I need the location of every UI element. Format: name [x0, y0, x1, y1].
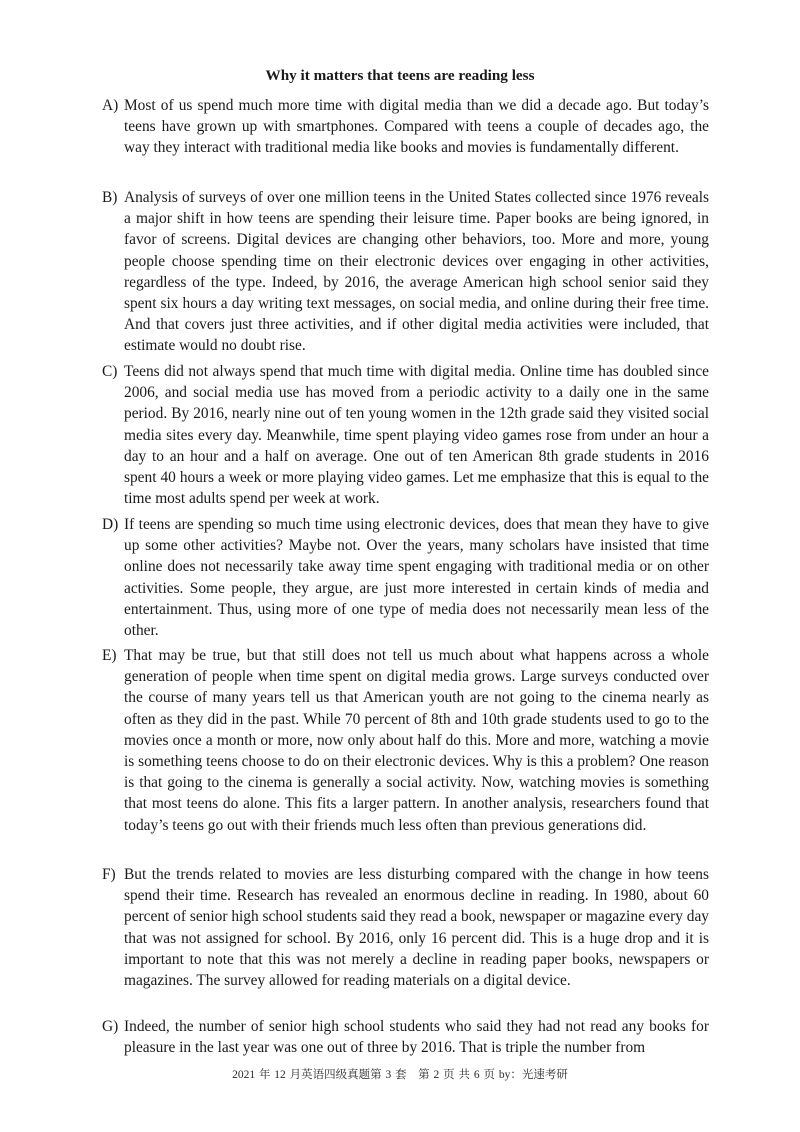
paragraph-b — [102, 187, 709, 357]
page-footer: 2021 年 12 月英语四级真题第 3 套 第 2 页 共 6 页 by：光速考研 — [232, 1069, 568, 1081]
paragraph-a — [102, 95, 709, 159]
paragraph-g — [102, 1016, 709, 1058]
paragraph-label: F) — [102, 866, 116, 883]
paragraph-f — [102, 864, 709, 991]
paragraph-label: D) — [102, 516, 119, 533]
paragraph-text: Indeed, the number of senior high school students who said they had not read any books for pleasure in the last year was one out of three by 2016. That is triple the number from — [124, 1018, 709, 1057]
paragraph-label: A) — [102, 97, 119, 114]
document-title: Why it matters that teens are reading less — [265, 67, 535, 84]
paragraph-label: G) — [102, 1018, 119, 1035]
paragraph-label: B) — [102, 189, 118, 206]
paragraph-label: C) — [102, 363, 118, 380]
paragraph-text: Most of us spend much more time with digital media than we did a decade ago. But today’s teens have grown up with smartphones. Compared with teens a couple of decades ago, the way they interact with traditional media like books and movies is fundamentally different. — [124, 97, 709, 157]
paragraph-e — [102, 645, 709, 836]
paragraph-text: But the trends related to movies are less disturbing compared with the change in how teens spend their time. Research has revealed an enormous decline in reading. In 1980, about 60 percent of senior high school students said they read a book, newspaper or magazine every day that was not assigned for school. By 2016, only 16 percent did. This is a huge drop and it is important to note that this was not merely a decline in reading paper books, newspapers or magazines. The survey allowed for reading materials on a digital device. — [124, 866, 709, 990]
paragraph-text: That may be true, but that still does not tell us much about what happens across a whole generation of people when time spent on digital media grows. Large surveys conducted over the course of many years tell us that American youth are not going to the cinema nearly as often as they did in the past. While 70 percent of 8th and 10th grade students used to go to the movies once a month or more, now only about half do this. More and more, watching a movie is something teens choose to do on their electronic devices. Why is this a problem? One reason is that going to the cinema is generally a social activity. Now, watching movies is something that most teens do alone. This fits a larger pattern. In another analysis, researchers found that today’s teens go out with their friends much less often than previous generations did. — [124, 647, 709, 834]
paragraph-text: Analysis of surveys of over one million teens in the United States collected since 1976 reveals a major shift in how teens are spending their leisure time. Paper books are being ignored, in favor of screens. Digital devices are changing other behaviors, too. More and more, young people choose spending time on their electronic devices over engaging in other activities, regardless of the type. Indeed, by 2016, the average American high school senior said they spent six hours a day writing text messages, on social media, and online during their free time. And that covers just three activities, and if other digital media activities were included, that estimate would no doubt rise. — [124, 189, 709, 355]
paragraph-c — [102, 361, 709, 509]
paragraph-label: E) — [102, 647, 117, 664]
paragraph-d — [102, 514, 709, 641]
paragraph-text: Teens did not always spend that much time with digital media. Online time has doubled since 2006, and social media use has moved from a periodic activity to a daily one in the same period. By 2016, nearly nine out of ten young women in the 12th grade said they visited social media sites every day. Meanwhile, time spent playing video games rose from under an hour a day to an hour and a half on average. One out of ten American 8th grade students in 2016 spent 40 hours a week or more playing video games. Let me emphasize that this is equal to the time most adults spend per week at work. — [124, 363, 709, 508]
paragraph-text: If teens are spending so much time using electronic devices, does that mean they have to give up some other activities? Maybe not. Over the years, many scholars have insisted that time online does not necessarily take away time spent engaging with traditional media or on other activities. Some people, they argue, are just more interested in certain kinds of media and entertainment. Thus, using more of one type of media does not necessarily mean less of the other. — [124, 516, 709, 640]
